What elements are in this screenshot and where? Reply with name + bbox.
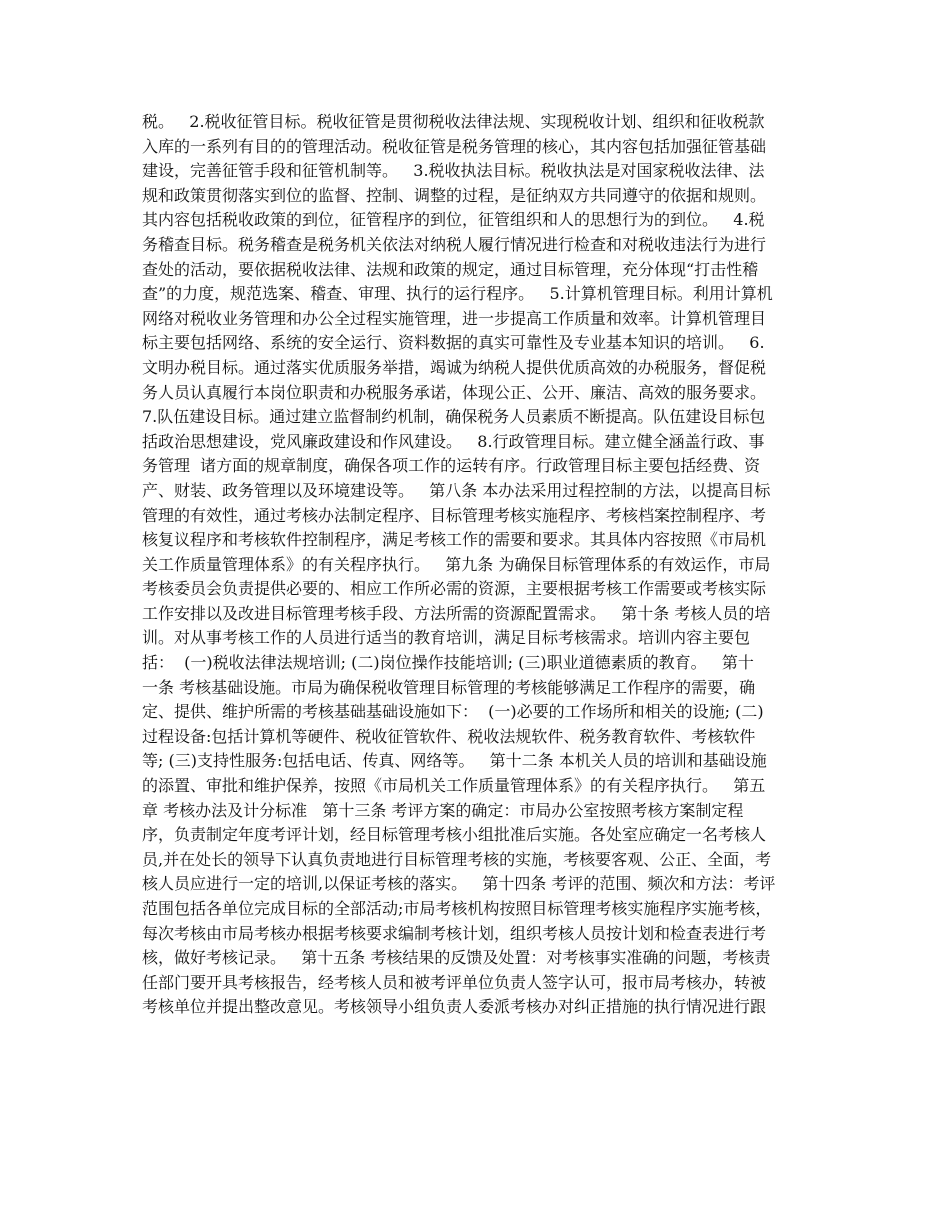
text-line: 关工作质量管理体系》的有关程序执行。 第九条 为确保目标管理体系的有效运作，市局 [142,554,771,574]
text-line: 产、财装、政务管理以及环境建设等。 第八条 本办法采用过程控制的方法，以提高目标 [142,480,771,500]
text-line: 建设，完善征管手段和征管机制等。 3.税收执法目标。税收执法是对国家税收法律、法 [142,161,765,181]
text-line: 核人员应进行一定的培训,以保证考核的落实。 第十四条 考评的范围、频次和方法：考评 [142,874,776,894]
text-line: 考核委员会负责提供必要的、相应工作所必需的资源，主要根据考核工作需要或考核实际 [142,579,767,599]
text-line: 7.队伍建设目标。通过建立监督制约机制，确保税务人员素质不断提高。队伍建设目标包 [142,407,766,427]
text-line: 任部门要开具考核报告，经考核人员和被考评单位负责人签字认可，报市局考核办，转被 [142,972,767,992]
text-line: 查”的力度，规范选案、稽查、审理、执行的运行程序。 5.计算机管理目标。利用计算机 [142,284,773,304]
text-line: 务管理 诸方面的规章制度，确保各项工作的运转有序。行政管理目标主要包括经费、资 [142,456,761,476]
text-line: 网络对税收业务管理和办公全过程实施管理，进一步提高工作质量和效率。计算机管理目 [142,308,767,328]
text-line: 工作安排以及改进目标管理考核手段、方法所需的资源配置需求。 第十条 考核人员的培 [142,603,771,623]
text-line: 范围包括各单位完成目标的全部活动;市局考核机构按照目标管理考核实施程序实施考核， [142,899,772,918]
text-line: 训。对从事考核工作的人员进行适当的教育培训，满足目标考核需求。培训内容主要包 [142,628,751,648]
text-line: 务人员认真履行本岗位职责和办税服务承诺，体现公正、公开、廉洁、高效的服务要求。 [142,382,767,402]
text-line: 等; (三)支持性服务:包括电话、传真、网络等。 第十二条 本机关人员的培训和基础设施 [142,751,767,771]
text-line: 其内容包括税收政策的到位，征管程序的到位，征管组织和人的思想行为的到位。 4.税 [142,210,765,230]
text-line: 章 考核办法及计分标准 第十三条 考评方案的确定：市局办公室按照考核方案制定程 [142,800,744,820]
text-line: 一条 考核基础设施。市局为确保税收管理目标管理的考核能够满足工作程序的需要，确 [142,677,756,697]
text-line: 查处的活动，要依据税收法律、法规和政策的规定，通过目标管理，充分体现“打击性稽 [142,259,759,279]
text-line: 的添置、审批和维护保养，按照《市局机关工作质量管理体系》的有关程序执行。 第五 [142,776,766,796]
text-line: 核复议程序和考核软件控制程序，满足考核工作的需要和要求。其具体内容按照《市局机 [142,530,767,550]
text-line: 税。 2.税收征管目标。税收征管是贯彻税收法律法规、实现税收计划、组织和征收税款 [142,112,765,131]
text-line: 入库的一系列有目的的管理活动。税收征管是税务管理的核心，其内容包括加强征管基础 [142,136,767,156]
document-body [142,110,810,1020]
text-line: 文明办税目标。通过落实优质服务举措，竭诚为纳税人提供优质高效的办税服务，督促税 [142,357,767,377]
text-line: 每次考核由市局考核办根据考核要求编制考核计划，组织考核人员按计划和检查表进行考 [142,923,767,943]
text-line: 标主要包括网络、系统的安全运行、资料数据的真实可靠性及专业基本知识的培训。 6. [142,333,765,353]
text-line: 核，做好考核记录。 第十五条 考核结果的反馈及处置：对考核事实准确的问题，考核责 [142,948,771,968]
text-line: 员,并在处长的领导下认真负责地进行目标管理考核的实施，考核要客观、公正、全面，考 [142,849,772,869]
text-line: 过程设备:包括计算机等硬件、税收征管软件、税收法规软件、税务教育软件、考核软件 [142,726,756,746]
text-line: 括政治思想建设，党风廉政建设和作风建设。 8.行政管理目标。建立健全涵盖行政、事 [142,431,765,451]
text-line: 序，负责制定年度考评计划，经目标管理考核小组批准后实施。各处室应确定一名考核人 [142,825,767,845]
text-line: 规和政策贯彻落实到位的监督、控制、调整的过程，是征纳双方共同遵守的依据和规则。 [142,185,767,205]
text-line: 括： (一)税收法律法规培训; (二)岗位操作技能培训; (三)职业道德素质的教育。 第十 [142,653,754,673]
text-line: 务稽查目标。税务稽查是税务机关依法对纳税人履行情况进行检查和对税收违法行为进行 [142,234,767,254]
text-line: 定、提供、维护所需的考核基础基础设施如下： (一)必要的工作场所和相关的设施; (二) [142,702,764,722]
text-line: 考核单位并提出整改意见。考核领导小组负责人委派考核办对纠正措施的执行情况进行跟 [142,997,767,1017]
text-line: 管理的有效性，通过考核办法制定程序、目标管理考核实施程序、考核档案控制程序、考 [142,505,767,525]
